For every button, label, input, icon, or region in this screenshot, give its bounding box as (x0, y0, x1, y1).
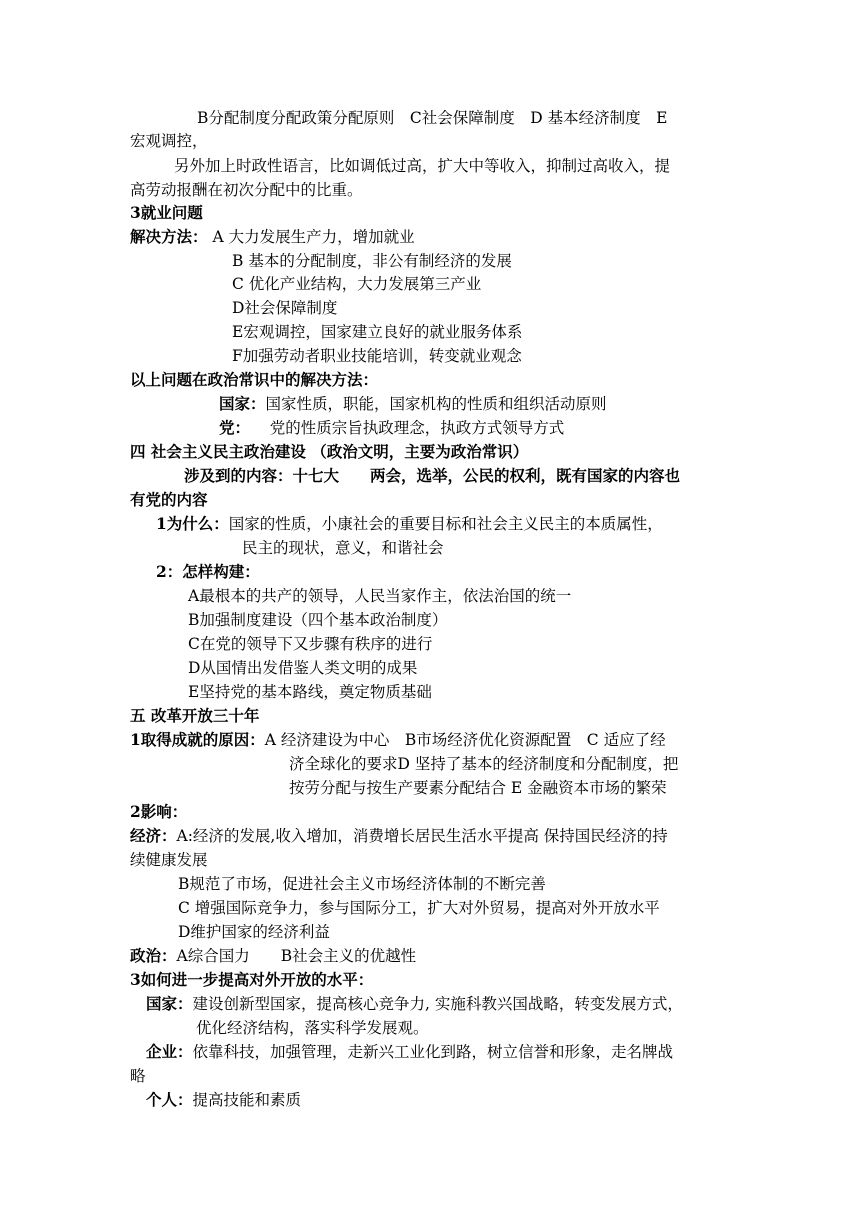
text-line: 略 (130, 1067, 146, 1085)
text-line: 济全球化的要求D 坚持了基本的经济制度和分配制度，把 (289, 755, 679, 773)
text-line: 续健康发展 (130, 851, 208, 869)
text-line (146, 1040, 673, 1064)
inline-text: A:经济的发展,收入增加，消费增长居民生活水平提高 保持国民经济的持 (176, 827, 668, 845)
inline-text: A综合国力 B社会主义的优越性 (176, 947, 417, 965)
text-line: 民主的现状，意义，和谐社会 (242, 539, 444, 557)
inline-label: 经济： (130, 826, 177, 845)
inline-label: 企业： (146, 1042, 193, 1061)
inline-text: 国家性质，职能，国家机构的性质和组织活动原则 (265, 395, 607, 413)
section-heading: 以上问题在政治常识中的解决方法： (130, 370, 379, 389)
list-item: E坚持党的基本路线，奠定物质基础 (188, 683, 432, 701)
inline-text: 建设创新型国家，提高核心竞争力, 实施科教兴国战略，转变发展方式， (192, 995, 683, 1013)
text-line: B分配制度分配政策分配原则 C社会保障制度 D 基本经济制度 E (197, 109, 668, 127)
inline-label: 政治： (130, 946, 177, 965)
inline-text: A 大力发展生产力，增加就业 (212, 228, 415, 246)
text-line: 高劳动报酬在初次分配中的比重。 (130, 181, 363, 199)
inline-text: 提高技能和素质 (192, 1091, 302, 1109)
inline-label: 1取得成就的原因： (130, 730, 265, 749)
text-line (156, 512, 663, 536)
list-item: B规范了市场，促进社会主义市场经济体制的不断完善 (178, 875, 546, 893)
inline-text: 党的性质宗旨执政理念，执政方式领导方式 (269, 419, 565, 437)
text-line (146, 992, 683, 1016)
text-line (130, 225, 415, 249)
text-line (130, 944, 416, 968)
section-heading: 四 社会主义民主政治建设 （政治文明，主要为政治常识） (130, 442, 529, 461)
inline-label: 国家： (219, 394, 266, 413)
section-heading: 3就业问题 (130, 203, 203, 222)
list-item: D维护国家的经济利益 (178, 923, 330, 941)
list-item: C 增强国际竞争力，参与国际分工，扩大对外贸易，提高对外开放水平 (178, 899, 660, 917)
list-item: A最根本的共产的领导，人民当家作主，依法治国的统一 (188, 587, 572, 605)
inline-label: 个人： (146, 1090, 193, 1109)
subsection-heading: 2：怎样构建： (156, 562, 260, 581)
subsection-heading: 2影响： (130, 802, 188, 821)
text-line (219, 416, 564, 440)
text-line (219, 392, 607, 416)
inline-label: 解决方法： (130, 227, 208, 246)
list-item: B加强制度建设（四个基本政治制度） (188, 611, 448, 629)
text-line: 另外加上时政性语言，比如调低过高，扩大中等收入，抑制过高收入，提 (174, 157, 671, 175)
subsection-heading: 3如何进一步提高对外开放的水平： (130, 970, 374, 989)
inline-label: 1为什么： (156, 514, 229, 533)
text-line: 有党的内容 (130, 490, 208, 509)
text-line: 按劳分配与按生产要素分配结合 E 金融资本市场的繁荣 (289, 779, 667, 797)
section-heading: 五 改革开放三十年 (130, 706, 260, 725)
text-line (130, 728, 666, 752)
list-item: E宏观调控，国家建立良好的就业服务体系 (232, 323, 523, 341)
inline-text: A 经济建设为中心 B市场经济优化资源配置 C 适应了经 (264, 731, 666, 749)
text-line: 涉及到的内容：十七大 两会，选举，公民的权利，既有国家的内容也 (184, 466, 681, 485)
inline-text: 国家的性质，小康社会的重要目标和社会主义民主的本质属性， (228, 515, 663, 533)
list-item: D从国情出发借鉴人类文明的成果 (188, 659, 418, 677)
list-item: F加强劳动者职业技能培训，转变就业观念 (232, 347, 522, 365)
text-line (130, 824, 668, 848)
text-line: 宏观调控， (130, 132, 208, 150)
list-item: C 优化产业结构，大力发展第三产业 (232, 275, 482, 293)
text-line: 优化经济结构，落实科学发展观。 (196, 1019, 429, 1037)
list-item: B 基本的分配制度，非公有制经济的发展 (232, 252, 512, 270)
list-item: D社会保障制度 (232, 299, 338, 317)
inline-label: 党： (219, 418, 251, 437)
inline-text: 依靠科技，加强管理，走新兴工业化到路，树立信誉和形象，走名牌战 (192, 1043, 674, 1061)
inline-label: 国家： (146, 994, 193, 1013)
text-line (146, 1088, 301, 1112)
list-item: C在党的领导下又步骤有秩序的进行 (188, 635, 433, 653)
